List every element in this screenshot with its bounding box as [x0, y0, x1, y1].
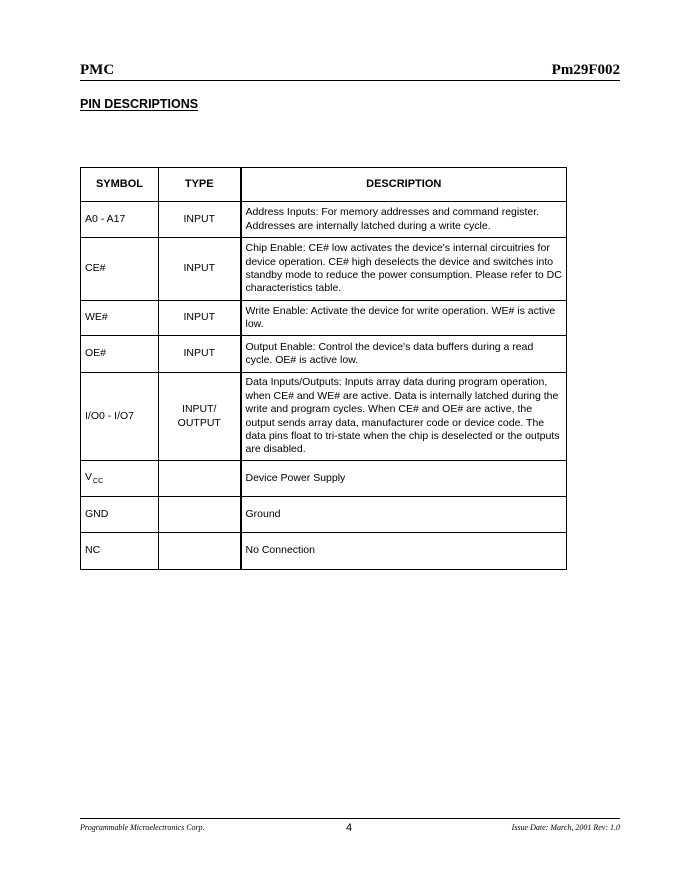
pin-description: Data Inputs/Outputs: Inputs array data during program operation, when CE# and WE# are active. Data is internally latched during the write and program cycles. When CE# and OE# are active, the output sends array data, manufacturer code or device code. The data pins float to tri-state when the chip is deselected or the outputs are disabled.	[241, 373, 567, 461]
pin-type-line: OUTPUT	[177, 416, 221, 429]
pin-type: INPUT	[159, 301, 241, 336]
table-row	[81, 238, 567, 301]
pin-symbol: I/O0 - I/O7	[81, 373, 159, 461]
pin-symbol: WE#	[81, 301, 159, 336]
header-part-number: Pm29F002	[551, 62, 620, 78]
pin-symbol-subscript: CC	[93, 478, 104, 486]
footer-issue-date: Issue Date: March, 2001 Rev: 1.0	[511, 823, 620, 832]
pin-description: No Connection	[241, 533, 567, 570]
table-row	[81, 336, 567, 373]
footer-company: Programmable Microelectronics Corp.	[80, 823, 205, 832]
pin-type: INPUT	[159, 202, 241, 238]
table-row	[81, 533, 567, 570]
pin-symbol	[81, 461, 159, 497]
table-row	[81, 202, 567, 238]
pin-type	[159, 461, 241, 497]
pin-symbol-main: V	[85, 471, 93, 484]
pin-symbol: CE#	[81, 238, 159, 301]
pin-type	[159, 497, 241, 533]
pin-descriptions-table	[80, 167, 567, 570]
pin-symbol: OE#	[81, 336, 159, 373]
pin-description: Device Power Supply	[241, 461, 567, 497]
pin-description: Write Enable: Activate the device for write operation. WE# is active low.	[241, 301, 567, 336]
pin-type-line: INPUT/	[182, 403, 217, 416]
table-row	[81, 373, 567, 461]
pin-type: INPUT	[159, 336, 241, 373]
table-row	[81, 301, 567, 336]
table-row	[81, 497, 567, 533]
pin-type	[159, 533, 241, 570]
pin-description: Address Inputs: For memory addresses and command register. Addresses are internally latched during a write cycle.	[241, 202, 567, 238]
header-rule	[80, 80, 620, 81]
page-number: 4	[346, 822, 353, 834]
column-header-type: TYPE	[159, 168, 241, 202]
header-company: PMC	[80, 62, 115, 78]
pin-description: Output Enable: Control the device's data buffers during a read cycle. OE# is active low.	[241, 336, 567, 373]
pin-type	[159, 373, 241, 461]
section-title: PIN DESCRIPTIONS	[80, 97, 199, 111]
pin-description: Chip Enable: CE# low activates the device's internal circuitries for device operation. CE# high deselects the device and switches into standby mode to reduce the power consumption. Please refer to DC characteristics table.	[241, 238, 567, 301]
column-header-symbol: SYMBOL	[81, 168, 159, 202]
table-row	[81, 461, 567, 497]
pin-symbol: A0 - A17	[81, 202, 159, 238]
table-header-row	[81, 168, 567, 202]
pin-type: INPUT	[159, 238, 241, 301]
pin-symbol: NC	[81, 533, 159, 570]
pin-symbol: GND	[81, 497, 159, 533]
footer-rule	[80, 818, 620, 819]
pin-description: Ground	[241, 497, 567, 533]
column-header-description: DESCRIPTION	[241, 168, 567, 202]
